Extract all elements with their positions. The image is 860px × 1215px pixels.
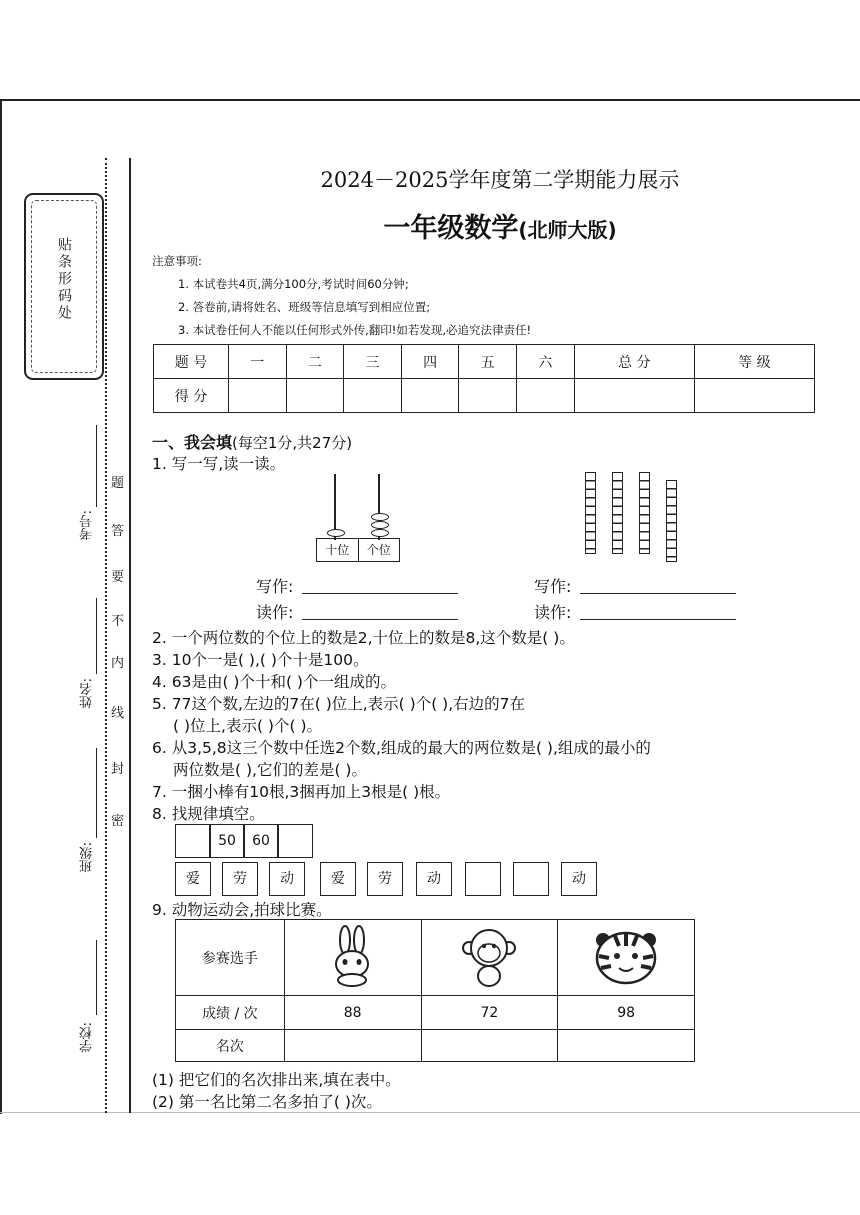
pattern-cell[interactable] [277, 824, 313, 858]
rank-cell[interactable] [284, 1030, 421, 1062]
abacus-tens-label: 十位 [317, 539, 359, 561]
score-header: 等 级 [694, 345, 814, 379]
school-field[interactable] [96, 940, 97, 1015]
question-9-sub2: (2) 第一名比第二名多拍了( )次。 [152, 1093, 382, 1111]
score-value: 88 [284, 996, 421, 1030]
score-table [153, 344, 815, 413]
exam-title: 2024－2025学年度第二学期能力展示 [320, 168, 680, 192]
score-cell[interactable] [694, 379, 814, 413]
word-cell: 爱 [320, 862, 356, 896]
question-2: 2. 一个两位数的个位上的数是2,十位上的数是8,这个数是( )。 [152, 629, 575, 647]
school-label: 学校: [80, 1022, 95, 1053]
pattern-cell[interactable] [175, 824, 211, 858]
barcode-box [24, 193, 104, 380]
class-label: 班级: [80, 842, 95, 873]
note-item: 1. 本试卷共4页,满分100分,考试时间60分钟; [178, 277, 409, 291]
abacus-bead [371, 529, 389, 537]
seal-word: 内 [111, 656, 125, 671]
exam-no-label: 考号: [80, 510, 95, 541]
score-header: 题 号 [154, 345, 229, 379]
score-cell[interactable] [459, 379, 517, 413]
name-field[interactable] [96, 598, 97, 674]
class-field[interactable] [96, 748, 97, 838]
word-cell: 爱 [175, 862, 211, 896]
monkey-icon [421, 920, 558, 996]
score-cell[interactable] [229, 379, 287, 413]
stick-bundles [585, 472, 695, 558]
stick-bundle [585, 472, 596, 554]
exam-no-field[interactable] [96, 425, 97, 507]
page-top-rule [0, 99, 860, 101]
seal-word: 要 [111, 570, 125, 585]
notes-block [152, 250, 531, 342]
read-label-right: 读作: [534, 603, 572, 622]
row-rank-label: 名次 [176, 1030, 285, 1062]
question-3: 3. 10个一是( ),( )个十是100。 [152, 651, 369, 669]
word-cell-blank[interactable] [513, 862, 549, 896]
question-5-cont: ( )位上,表示( )个( )。 [173, 717, 322, 735]
word-cell: 动 [269, 862, 305, 896]
score-value: 72 [421, 996, 558, 1030]
score-header: 三 [344, 345, 402, 379]
stick-bundle [612, 472, 623, 554]
note-item: 3. 本试卷任何人不能以任何形式外传,翻印!如若发现,必追究法律责任! [178, 323, 532, 337]
question-6: 6. 从3,5,8这三个数中任选2个数,组成的最大的两位数是( ),组成的最小的 [152, 739, 651, 757]
score-cell[interactable] [344, 379, 402, 413]
score-cell[interactable] [574, 379, 694, 413]
question-4: 4. 63是由( )个十和( )个一组成的。 [152, 673, 396, 691]
rabbit-icon [284, 920, 421, 996]
word-cell: 动 [416, 862, 452, 896]
seal-word: 封 [111, 762, 125, 777]
question-7: 7. 一捆小棒有10根,3捆再加上3根是( )根。 [152, 783, 451, 801]
col-head: 参赛选手 [176, 920, 285, 996]
score-header: 总 分 [574, 345, 694, 379]
abacus-bead [371, 513, 389, 521]
page-left-rule [0, 99, 2, 1114]
question-9-sub1: (1) 把它们的名次排出来,填在表中。 [152, 1071, 401, 1089]
word-cell: 动 [561, 862, 597, 896]
rank-cell[interactable] [558, 1030, 695, 1062]
score-cell[interactable] [517, 379, 575, 413]
score-header: 四 [401, 345, 459, 379]
question-6-cont: 两位数是( ),它们的差是( )。 [173, 761, 367, 779]
competition-table [175, 919, 695, 1062]
name-label: 姓名: [80, 678, 95, 709]
abacus-diagram [316, 474, 400, 564]
read-line-left[interactable] [302, 619, 458, 620]
score-row-label: 得 分 [154, 379, 229, 413]
question-8: 8. 找规律填空。 [152, 805, 265, 823]
stick-bundle [666, 480, 677, 562]
seal-word: 题 [111, 476, 125, 491]
score-cell[interactable] [401, 379, 459, 413]
seal-dotted-line [105, 158, 107, 1113]
notes-heading: 注意事项: [152, 254, 202, 268]
pattern-cell: 60 [243, 824, 279, 858]
word-cell: 劳 [367, 862, 403, 896]
write-label-left: 写作: [256, 577, 294, 596]
barcode-label: 贴条形码处 [56, 237, 72, 322]
seal-word: 答 [111, 524, 125, 539]
read-label-left: 读作: [256, 603, 294, 622]
row-score-label: 成绩 / 次 [176, 996, 285, 1030]
tiger-icon [558, 920, 695, 996]
seal-word: 密 [111, 814, 125, 829]
question-5: 5. 77这个数,左边的7在( )位上,表示( )个( ),右边的7在 [152, 695, 526, 713]
word-cell-blank[interactable] [465, 862, 501, 896]
seal-word: 线 [111, 706, 125, 721]
read-line-right[interactable] [580, 619, 736, 620]
note-item: 2. 答卷前,请将姓名、班级等信息填写到相应位置; [178, 300, 431, 314]
abacus-ones-label: 个位 [366, 543, 391, 557]
word-cell: 劳 [222, 862, 258, 896]
write-line-left[interactable] [302, 593, 458, 594]
seal-word: 不 [111, 614, 125, 629]
score-cell[interactable] [286, 379, 344, 413]
rank-cell[interactable] [421, 1030, 558, 1062]
write-label-right: 写作: [534, 577, 572, 596]
score-header: 五 [459, 345, 517, 379]
subject-title: 一年级数学(北师大版) [383, 213, 617, 244]
abacus-bead [371, 521, 389, 529]
score-header: 一 [229, 345, 287, 379]
question-9: 9. 动物运动会,拍球比赛。 [152, 901, 332, 919]
stick-bundle [639, 472, 650, 554]
write-line-right[interactable] [580, 593, 736, 594]
score-header: 六 [517, 345, 575, 379]
margin-line [129, 158, 131, 1113]
abacus-bead [327, 529, 345, 537]
pattern-cell: 50 [209, 824, 245, 858]
question-1: 1. 写一写,读一读。 [152, 455, 286, 473]
score-value: 98 [558, 996, 695, 1030]
section-title: 一、我会填(每空1分,共27分) [152, 433, 353, 452]
score-header: 二 [286, 345, 344, 379]
